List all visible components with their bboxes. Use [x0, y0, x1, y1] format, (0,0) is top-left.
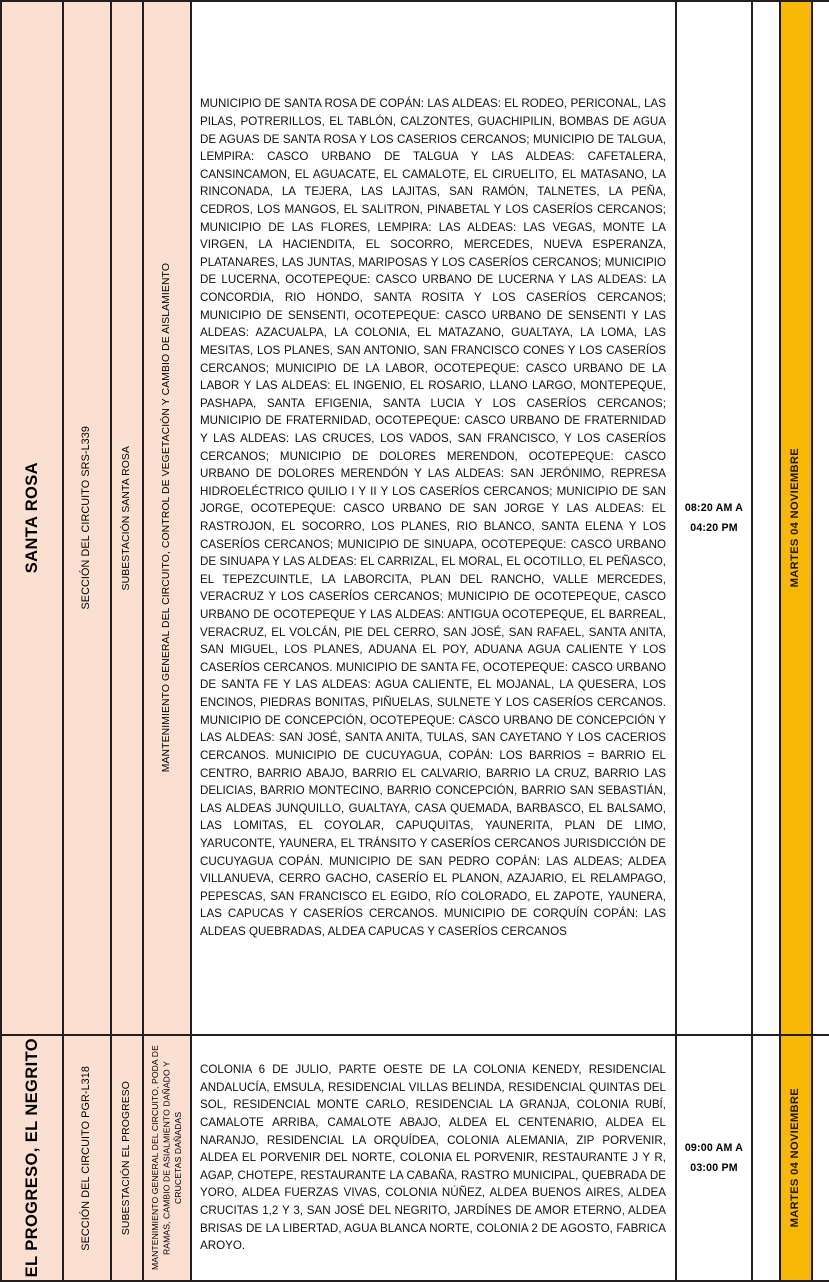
time-range	[677, 496, 751, 540]
section-label: SECCIÓN DEL CIRCUITO PGR-L318	[80, 1065, 93, 1251]
time-range	[677, 1136, 751, 1180]
affected-areas-cell	[191, 1, 676, 1035]
zone-cell	[1, 1035, 63, 1281]
date-wrap	[781, 2, 811, 1034]
work-description-cell	[143, 1, 191, 1035]
table-row	[1, 1, 829, 1035]
section-label: SECCIÓN DEL CIRCUITO SRS-L339	[80, 426, 93, 610]
date-label: MARTES 04 NOVIEMBRE	[789, 448, 802, 588]
time-to: 04:20 PM	[690, 522, 738, 534]
time-range-cell	[676, 1035, 752, 1281]
spacer-cell	[752, 1, 780, 1035]
zone-label: EL PROGRESO, EL NEGRITO	[22, 1038, 41, 1278]
zone-wrap	[2, 2, 62, 1034]
substation-cell	[111, 1035, 143, 1281]
substation-cell	[111, 1, 143, 1035]
affected-areas-text: COLONIA 6 DE JULIO, PARTE OESTE DE LA COLONIA KENEDY, RESIDENCIAL ANDALUCÍA, EMSULA, RESIDENCIAL VILLAS BELINDA, RESIDENCIAL QUINTAS DEL SOL, RESIDENCIAL MONTE CARLO, RESIDENCIAL LA GRANJA, COLONIA RUBÍ, CAMALOTE ARRIBA, CAMALOTE ABAJO, ALDEA EL CENTENARIO, ALDEA EL NARANJO, RESIDENCIAL LA ORQUÍDEA, COLONIA ALEMANIA, ZIP PORVENIR, ALDEA EL PORVENIR DEL NORTE, COLONIA EL PORVENIR, RESTAURANTE J Y R, AGAP, CHOTEPE, RESTAURANTE LA CABAÑA, RASTRO MUNICIPAL, QUEBRADA DE YORO, ALDEA FUERZAS VIVAS, COLONIA NÚÑEZ, ALDEA BUENOS AIRES, ALDEA CRUCITAS 1,2 Y 3, SAN JOSÉ DEL NEGRITO, JARDÍNES DE AMOR ETERNO, ALDEA BRISAS DE LA LIBERTAD, AGUA BLANCA NORTE, COLONIA 2 DE AGOSTO, FABRICA AROYO.	[200, 1063, 666, 1253]
work-description-label: MANTENIMIENTO GENERAL DEL CIRCUITO, PODA DE RAMAS, CAMBIO DE ASIALMIENTO DAÑADO Y CRUCETAS DAÑADAS	[149, 1045, 183, 1271]
date-cell	[780, 1, 812, 1035]
affected-areas-text: MUNICIPIO DE SANTA ROSA DE COPÁN: LAS ALDEAS: EL RODEO, PERICONAL, LAS PILAS, POTRERILLOS, EL TABLÓN, CALZONTES, GUACHIPILIN, BOMBAS DE AGUA DE AGUAS DE SANTA ROSA Y LOS CASERIOS CERCANOS; MUNICIPIO DE TALGUA, LEMPIRA: CASCO URBANO DE TALGUA Y LAS ALDEAS: CAFETALERA, CANSINCAMON, EL AGUACATE, EL CAMALOTE, EL CIRUELITO, EL MATASANO, LA RINCONADA, LA TEJERA, LAS LAJITAS, SAN RAMÓN, TALNETES, LA PEÑA, CEDROS, LOS MANGOS, EL SALITRON, PINABETAL Y LOS CASERÍOS CERCANOS; MUNICIPIO DE LAS FLORES, LEMPIRA: LAS ALDEAS: LAS VEGAS, MONTE LA VIRGEN, LA HACIENDITA, EL SOCORRO, MERCEDES, NUEVA ESPERANZA, PLATANARES, LAS JUNTAS, MARIPOSAS Y LOS CASERÍOS CERCANOS; MUNICIPIO DE LUCERNA, OCOTEPEQUE: CASCO URBANO DE LUCERNA Y LAS ALDEAS: LA CONCORDIA, RIO HONDO, SANTA ROSITA Y LOS CASERÍOS CERCANOS; MUNICIPIO DE SENSENTI, OCOTEPEQUE: CASCO URBANO DE SENSENTI Y LAS ALDEAS: AZACUALPA, LA COLONIA, EL MATAZANO, GUALTAYA, LA LOMA, LAS MESITAS, LOS PLANES, SAN ANTONIO, SAN FRANCISCO CONES Y LOS CASERÍOS CERCANOS; MUNICIPIO DE LA LABOR, OCOTEPEQUE: CASCO URBANO DE LA LABOR Y LAS ALDEAS: EL INGENIO, EL ROSARIO, LLANO LARGO, MONTEPEQUE, PASHAPA, SANTA EFIGENIA, SANTA LUCIA Y LOS CASERÍOS CERCANOS; MUNICIPIO DE FRATERNIDAD, OCOTEPEQUE: CASCO URBANO DE FRATERNIDAD Y LAS ALDEAS: LAS CRUCES, LOS VADOS, SAN FRANCISCO, Y LOS CASERÍOS CERCANOS; MUNICIPIO DE DOLORES MERENDON, OCOTEPEQUE: CASCO URBANO DE DOLORES MERENDÓN Y LAS ALDEAS: SAN JERÓNIMO, REPRESA HIDROELÉCTRICO QUILIO I Y II Y LOS CASERÍOS CERCANOS; MUNICIPIO DE SAN JORGE, OCOTEPEQUE: CASCO URBANO DE SAN JORGE Y LAS ALDEAS: EL RASTROJON, EL SOCORRO, LOS PLANES, RIO BLANCO, SANTA ELENA Y LOS CASERÍOS CERCANOS; MUNICIPIO DE SINUAPA, OCOTEPEQUE: CASCO URBANO DE SINUAPA Y LAS ALDEAS: EL CARRIZAL, EL MORAL, EL OCOTILLO, EL PEÑASCO, EL TEPEZCUINTLE, LA LABORCITA, PLAN DEL RANCHO, VALLE MERCEDES, VERACRUZ Y LOS CASERÍOS CERCANOS; MUNICIPIO DE OCOTEPEQUE, CASCO URBANO DE OCOTEPEQUE Y LAS ALDEAS: ANTIGUA OCOTEPEQUE, EL BARREAL, VERACRUZ, EL VOLCÁN, PIE DEL CERRO, SAN JOSÉ, SAN RAFAEL, SANTA ANITA, SAN MIGUEL, LOS PLANES, ADUANA EL POY, ADUANA AGUA CALIENTE Y LOS CASERÍOS CERCANOS. MUNICIPIO DE SANTA FE, OCOTEPEQUE: CASCO URBANO DE SANTA FE Y LAS ALDEAS: AGUA CALIENTE, EL MOJANAL, LA QUESERA, LOS ENCINOS, PIEDRAS BONITAS, PIÑUELAS, SULNETE Y LOS CASERÍOS CERCANOS. MUNICIPIO DE CONCEPCIÓN, OCOTEPEQUE: CASCO URBANO DE CONCEPCIÓN Y LAS ALDEAS: SAN JOSÉ, SANTA ANITA, TULAS, SAN CAYETANO Y LOS CACERIOS CERCANOS. MUNICIPIO DE CUCUYAGUA, COPÁN: LOS BARRIOS = BARRIO EL CENTRO, BARRIO ABAJO, BARRIO EL CALVARIO, BARRIO LA CRUZ, BARRIO LAS DELICIAS, BARRIO MONTECINO, BARRIO CONCEPCIÓN, BARRIO SAN SEBASTIÁN, LAS ALDEAS JUNQUILLO, GUALTAYA, CASA QUEMADA, BARBASCO, EL BALSAMO, LAS LOMITAS, EL COYOLAR, CAPUQUITAS, YAUNERITA, PLAN DE LIMO, YARUCONTE, YAUNERA, EL TRÁNSITO Y CASERÍOS CERCANOS JURISDICCIÓN DE CUCUYAGUA COPÁN. MUNICIPIO DE SAN PEDRO COPÁN: LAS ALDEAS; ALDEA VILLANUEVA, CERRO GACHO, CASERÍO EL PLANON, AZAJARIO, EL RELAMPAGO, PEPESCAS, SAN FRANCISCO EL EGIDO, RÍO COLORADO, EL ZAPOTE, YAUNERA, LAS CAPUCAS Y CASERÍOS CERCANOS. MUNICIPIO DE CORQUÍN COPÁN: LAS ALDEAS QUEBRADAS, ALDEA CAPUCAS Y CASERÍOS CERCANOS	[200, 97, 666, 939]
zone-label: SANTA ROSA	[22, 462, 41, 574]
work-wrap	[144, 2, 190, 1034]
time-range-cell	[676, 1, 752, 1035]
zone-wrap	[2, 1036, 62, 1280]
trailing-cell	[812, 1, 829, 1035]
table-row	[1, 1035, 829, 1281]
substation-wrap	[112, 2, 142, 1034]
work-description-cell	[143, 1035, 191, 1281]
affected-areas-cell	[191, 1035, 676, 1281]
spacer-cell	[752, 1035, 780, 1281]
section-wrap	[64, 1036, 110, 1280]
substation-label: SUBESTACIÓN SANTA ROSA	[120, 445, 132, 591]
work-wrap	[144, 1036, 190, 1280]
substation-wrap	[112, 1036, 142, 1280]
time-from: 08:20 AM A	[684, 501, 744, 514]
section-wrap	[64, 2, 110, 1034]
date-wrap	[781, 1036, 811, 1280]
date-cell	[780, 1035, 812, 1281]
substation-label: SUBESTACIÓN EL PROGRESO	[120, 1080, 132, 1236]
section-cell	[63, 1, 111, 1035]
work-description-label: MANTENIMIENTO GENERAL DEL CIRCUITO, CONTROL DE VEGETACIÓN Y CAMBIO DE AISLAMIENTO	[160, 263, 172, 773]
time-to: 03:00 PM	[690, 1162, 738, 1174]
date-label: MARTES 04 NOVIEMBRE	[789, 1088, 802, 1228]
trailing-cell	[812, 1035, 829, 1281]
time-from: 09:00 AM A	[684, 1141, 744, 1154]
section-cell	[63, 1035, 111, 1281]
zone-cell	[1, 1, 63, 1035]
